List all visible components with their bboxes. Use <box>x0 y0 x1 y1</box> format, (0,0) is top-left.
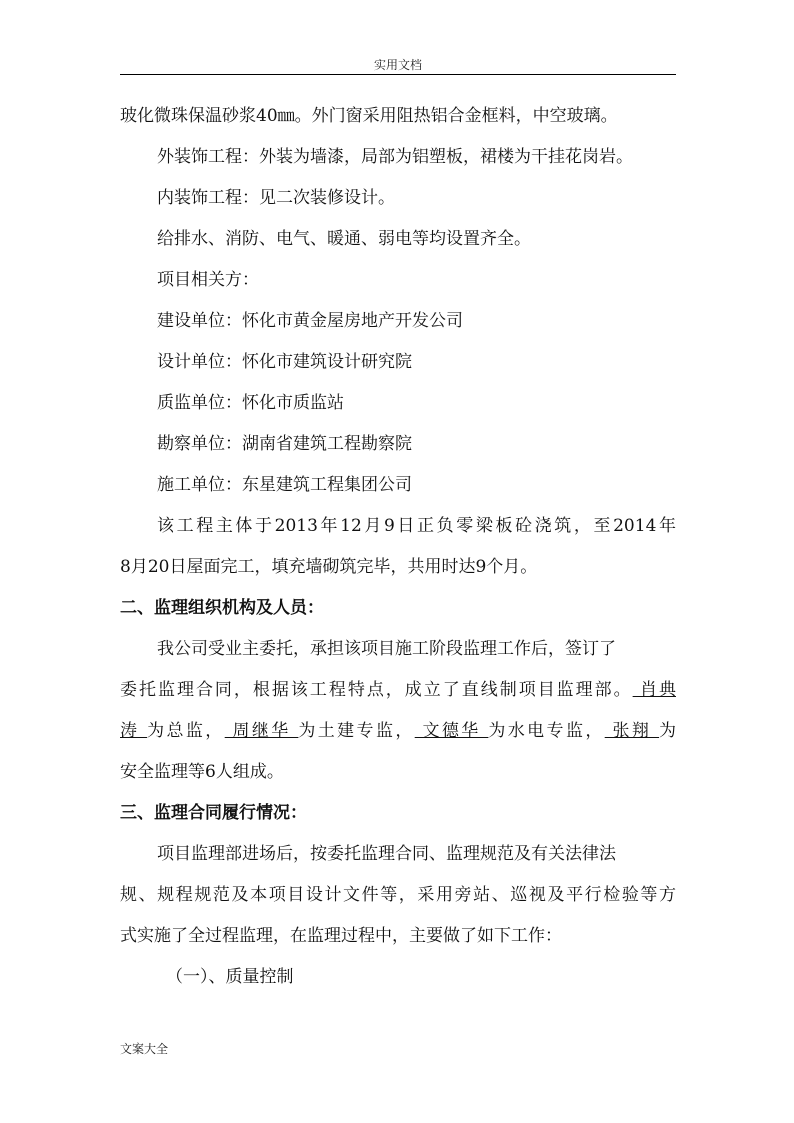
text-line: 质监单位：怀化市质监站 <box>157 393 344 413</box>
section-heading: 二、监理组织机构及人员： <box>120 598 324 618</box>
underlined-name: 张翔 <box>604 721 660 741</box>
text-line: 建设单位：怀化市黄金屋房地产开发公司 <box>157 311 463 331</box>
header-divider <box>120 74 676 75</box>
text-span: 委托监理合同，根据该工程特点，成立了直线制项目监理部。 <box>120 680 633 700</box>
text-line: 给排水、消防、电气、暖通、弱电等均设置齐全。 <box>157 229 531 249</box>
underlined-name: 文德华 <box>414 721 489 741</box>
text-line <box>120 711 676 752</box>
text-line: 玻化微珠保温砂浆40㎜。外门窗采用阻热铝合金框料，中空玻璃。 <box>120 106 618 126</box>
text-span: 为总监， <box>147 721 225 741</box>
text-line: 该工程主体于2013年12月9日正负零梁板砼浇筑，至2014年 <box>157 516 676 536</box>
text-line <box>120 670 676 711</box>
text-line: 设计单位：怀化市建筑设计研究院 <box>157 352 412 372</box>
text-line: 规、规程规范及本项目设计文件等，采用旁站、巡视及平行检验等方 <box>120 885 676 905</box>
text-line: 施工单位：东星建筑工程集团公司 <box>157 475 412 495</box>
text-line: 外装饰工程：外装为墙漆，局部为铝塑板，裙楼为干挂花岗岩。 <box>157 147 633 167</box>
text-line: 项目相关方： <box>157 270 259 290</box>
subsection-heading: （一）、质量控制 <box>166 967 294 987</box>
text-line: 内装饰工程：见二次装修设计。 <box>157 188 395 208</box>
text-line: 我公司受业主委托，承担该项目施工阶段监理工作后，签订了 <box>157 639 616 659</box>
page-footer: 文案大全 <box>120 1042 169 1056</box>
text-line: 项目监理部进场后，按委托监理合同、监理规范及有关法律法 <box>157 844 616 864</box>
document-body <box>120 96 676 998</box>
text-line: 安全监理等6人组成。 <box>120 762 284 782</box>
text-line: 式实施了全过程监理，在监理过程中，主要做了如下工作： <box>120 926 562 946</box>
text-span: 为土建专监， <box>298 721 415 741</box>
text-line: 8月20日屋面完工，填充墙砌筑完毕，共用时达9个月。 <box>120 557 538 577</box>
underlined-name: 肖典 <box>632 680 676 700</box>
text-span: 为 <box>659 721 676 741</box>
section-heading: 三、监理合同履行情况： <box>120 803 307 823</box>
text-span: 为水电专监， <box>488 721 605 741</box>
text-line: 勘察单位：湖南省建筑工程勘察院 <box>157 434 412 454</box>
underlined-name: 周继华 <box>224 721 299 741</box>
page-header: 实用文档 <box>373 58 422 72</box>
underlined-name: 涛 <box>120 721 148 741</box>
